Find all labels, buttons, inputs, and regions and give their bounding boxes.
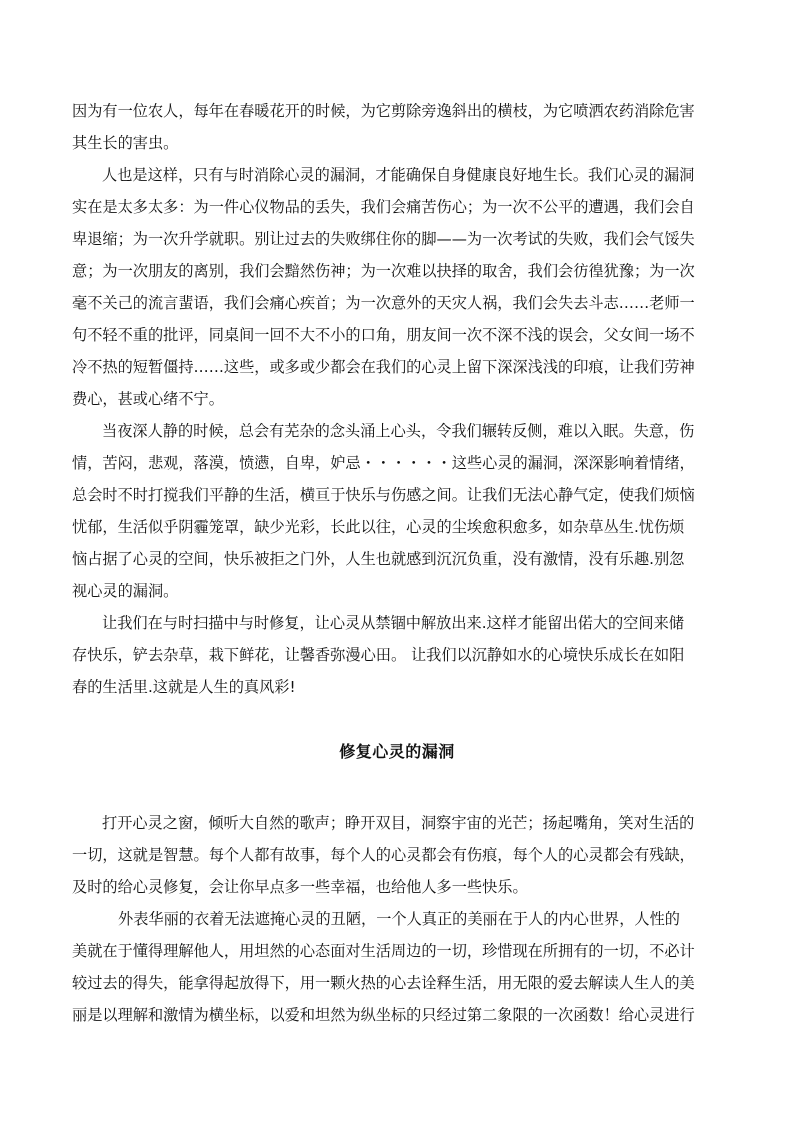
paragraph-line: 较过去的得失，能拿得起放得下，用一颗火热的心去诠释生活，用无限的爱去解读人生人的美 (72, 974, 695, 992)
paragraph-line: 春的生活里.这就是人生的真风彩! (72, 678, 296, 696)
paragraph-line: 一切，这就是智慧。每个人都有故事，每个人的心灵都会有伤痕，每个人的心灵都会有残缺， (72, 846, 695, 864)
paragraph-line: 句不轻不重的批评，同桌间一回不大不小的口角，朋友间一次不深不浅的误会，父女间一场不 (72, 326, 695, 344)
paragraph-line: 外表华丽的衣着无法遮掩心灵的丑陋，一个人真正的美丽在于人的内心世界，人性的 (118, 910, 680, 928)
paragraph-line: 意；为一次朋友的离别，我们会黯然伤神；为一次难以抉择的取舍，我们会彷徨犹豫；为一次 (72, 262, 695, 280)
paragraph-line: 人也是这样，只有与时消除心灵的漏洞，才能确保自身健康良好地生长。我们心灵的漏洞 (102, 166, 695, 184)
paragraph-line: 情，苦闷，悲观，落漠，愤懑，自卑，妒忌・・・・・・这些心灵的漏洞，深深影响着情绪， (72, 454, 695, 472)
section-title: 修复心灵的漏洞 (339, 742, 455, 761)
paragraph-line: 忧郁，生活似乎阴霾笼罩，缺少光彩，长此以往，心灵的尘埃愈积愈多，如杂草丛生.忧伤烦 (72, 518, 685, 536)
paragraph-line: 打开心灵之窗，倾听大自然的歌声；睁开双目，洞察宇宙的光芒；扬起嘴角，笑对生活的 (102, 814, 695, 832)
paragraph-line: 实在是太多太多：为一件心仪物品的丢失，我们会痛苦伤心；为一次不公平的遭遇，我们会自 (72, 198, 695, 216)
paragraph-line: 费心，甚或心绪不宁。 (72, 390, 224, 408)
paragraph-line: 视心灵的漏洞。 (72, 582, 179, 600)
paragraph-line: 总会时不时打搅我们平静的生活，横亘于快乐与伤感之间。让我们无法心静气定，使我们烦恼 (72, 486, 695, 504)
paragraph-line: 当夜深人静的时候，总会有芜杂的念头涌上心头，令我们辗转反侧，难以入眠。失意，伤 (102, 422, 695, 440)
paragraph-line: 丽是以理解和激情为横坐标，以爱和坦然为纵坐标的只经过第二象限的一次函数！给心灵进行 (72, 1006, 695, 1024)
paragraph-line: 冷不热的短暂僵持……这些，或多或少都会在我们的心灵上留下深深浅浅的印痕，让我们劳神 (72, 358, 695, 376)
paragraph-line: 恼占据了心灵的空间，快乐被拒之门外，人生也就感到沉沉负重，没有激情，没有乐趣.别忽 (72, 550, 685, 568)
paragraph-line: 卑退缩；为一次升学就职。别让过去的失败绑住你的脚——为一次考试的失败，我们会气馁失 (72, 230, 695, 248)
paragraph-line: 其生长的害虫。 (72, 134, 179, 152)
paragraph-line: 因为有一位农人，每年在春暖花开的时候，为它剪除旁逸斜出的横枝，为它喷洒农药消除危害 (72, 102, 695, 120)
paragraph-line: 及时的给心灵修复，会让你早点多一些幸福，也给他人多一些快乐。 (72, 878, 528, 896)
paragraph-line: 毫不关己的流言蜚语，我们会痛心疾首；为一次意外的天灾人祸，我们会失去斗志……老师一 (72, 294, 695, 312)
paragraph-line: 存快乐，铲去杂草，栽下鲜花，让馨香弥漫心田。 让我们以沉静如水的心境快乐成长在如阳 (72, 646, 685, 664)
paragraph-line: 让我们在与时扫描中与时修复，让心灵从禁锢中解放出来.这样才能留出偌大的空间来储 (102, 614, 684, 632)
paragraph-line: 美就在于懂得理解他人，用坦然的心态面对生活周边的一切，珍惜现在所拥有的一切，不必计 (72, 942, 695, 960)
